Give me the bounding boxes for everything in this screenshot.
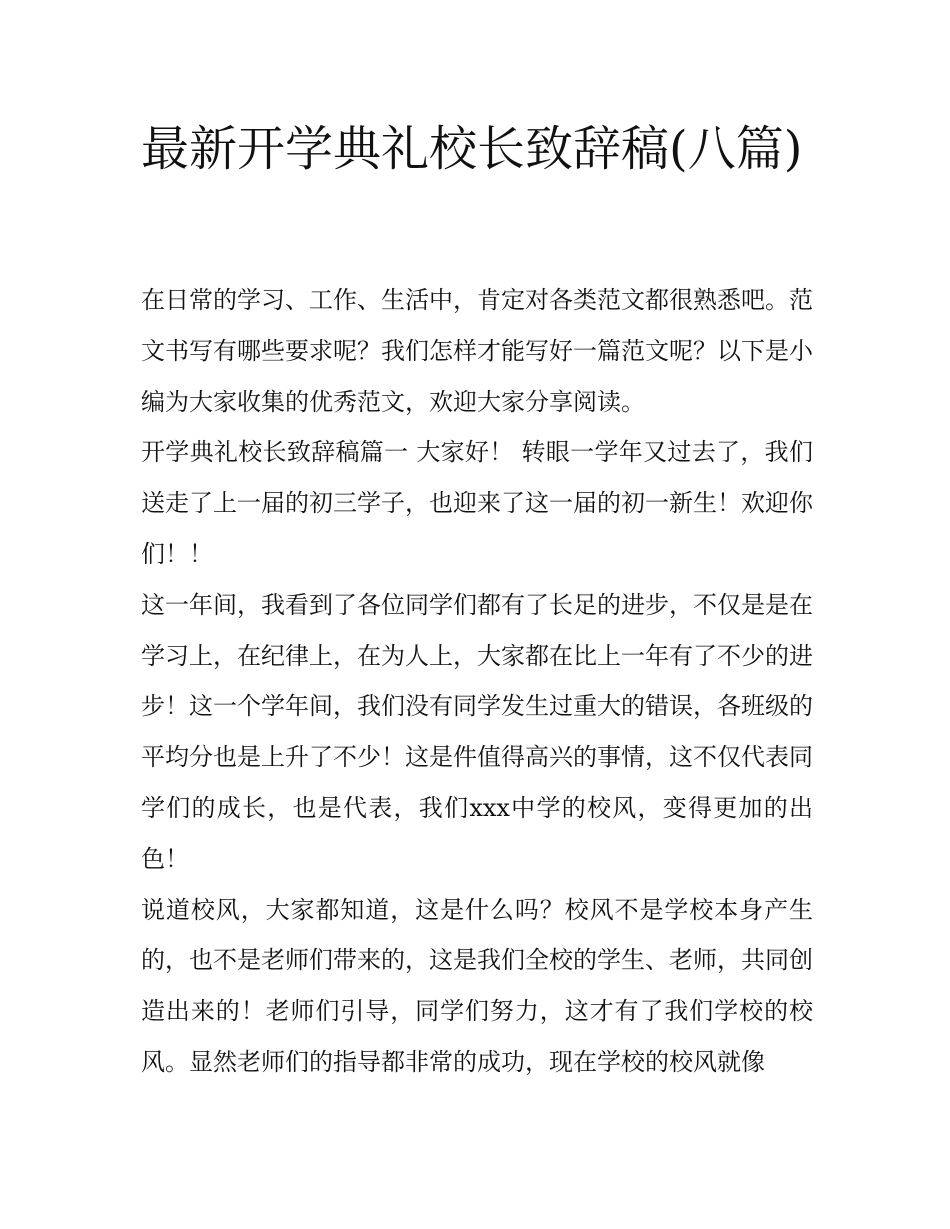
document-title: 最新开学典礼校长致辞稿(八篇) xyxy=(141,121,803,177)
document-body xyxy=(141,275,813,1088)
paragraph-greeting: 开学典礼校长致辞稿篇一 大家好！ 转眼一学年又过去了，我们送走了上一届的初三学子，也迎来了这一届的初一新生！欢迎你们！！ xyxy=(141,438,813,568)
paragraph-school-spirit: 说道校风，大家都知道，这是什么吗？校风不是学校本身产生的，也不是老师们带来的，这是我们全校的学生、老师，共同创造出来的！老师们引导，同学们努力，这才有了我们学校的校风。显然老师们的指导都非常的成功，现在学校的校风就像 xyxy=(141,895,813,1076)
paragraph-intro: 在日常的学习、工作、生活中，肯定对各类范文都很熟悉吧。范文书写有哪些要求呢？我们怎样才能写好一篇范文呢？以下是小编为大家收集的优秀范文，欢迎大家分享阅读。 xyxy=(141,286,813,416)
paragraph-progress: 这一年间，我看到了各位同学们都有了长足的进步，不仅是是在学习上，在纪律上，在为人上，大家都在比上一年有了不少的进步！这一个学年间，我们没有同学发生过重大的错误，各班级的平均分也是上升了不少！这是件值得高兴的事情，这不仅代表同学们的成长，也是代表，我们xxx中学的校风，变得更加的出色！ xyxy=(141,590,813,873)
